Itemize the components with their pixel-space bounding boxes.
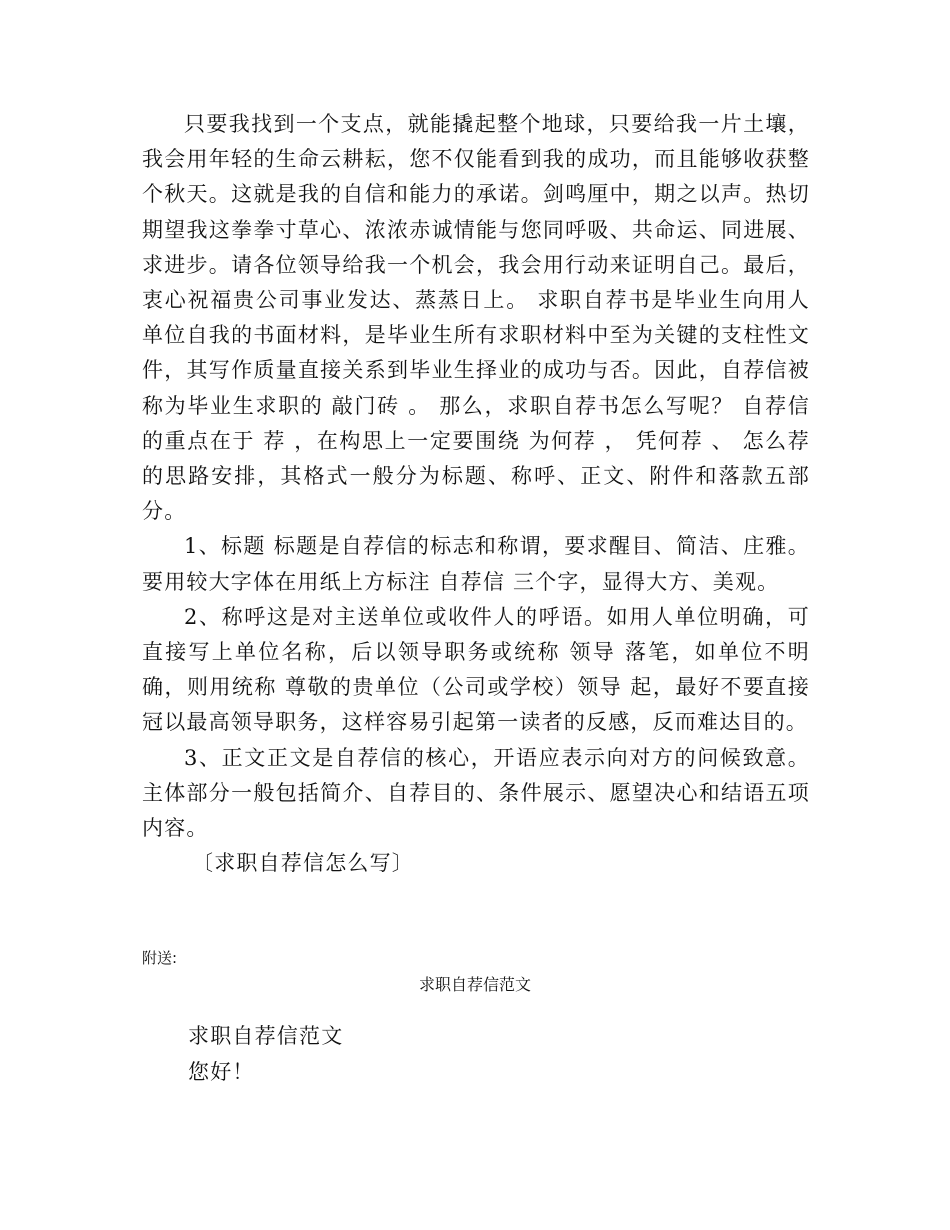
sample-letter: [188, 1018, 343, 1090]
paragraph-intro: 只要我找到一个支点，就能撬起整个地球，只要给我一片土壤，我会用年轻的生命云耕耘，您不仅能看到我的成功，而且能够收获整个秋天。这就是我的自信和能力的承诺。剑鸣厘中，期之以声。热切期望我这拳拳寸草心、浓浓赤诚情能与您同呼吸、共命运、同进展、求进步。请各位领导给我一个机会，我会用行动来证明自己。最后，衷心祝福贵公司事业发达、蒸蒸日上。 求职自荐书是毕业生向用人单位自我的书面材料，是毕业生所有求职材料中至为关键的支柱性文件，其写作质量直接关系到毕业生择业的成功与否。因此，自荐信被称为毕业生求职的 敲门砖 。 那么，求职自荐书怎么写呢？ 自荐信的重点在于 荐 ，在构思上一定要围绕 为何荐 ， 凭何荐 、 怎么荐 的思路安排，其格式一般分为标题、称呼、正文、附件和落款五部分。: [142, 112, 810, 524]
sample-greeting: 您好！: [188, 1060, 255, 1084]
source-note: 〔求职自荐信怎么写〕: [192, 851, 414, 876]
main-body-text: [142, 107, 810, 881]
attachment-title: 求职自荐信范文: [418, 975, 531, 994]
attachment-label: 附送:: [142, 949, 178, 967]
paragraph-salutation-section: 2、称呼这是对主送单位或收件人的呼语。如用人单位明确，可直接写上单位名称，后以领导职务或统称 领导 落笔，如单位不明确，则用统称 尊敬的贵单位（公司或学校）领导 起，最好不要直接冠以最高领导职务，这样容易引起第一读者的反感，反而难达目的。: [142, 604, 810, 735]
paragraph-title-section: 1、标题 标题是自荐信的标志和称谓，要求醒目、简洁、庄雅。要用较大字体在用纸上方标注 自荐信 三个字，显得大方、美观。: [142, 534, 810, 594]
paragraph-body-section: 3、正文正文是自荐信的核心，开语应表示向对方的问候致意。主体部分一般包括简介、自荐目的、条件展示、愿望决心和结语五项内容。: [142, 745, 810, 841]
sample-heading: 求职自荐信范文: [188, 1024, 344, 1048]
